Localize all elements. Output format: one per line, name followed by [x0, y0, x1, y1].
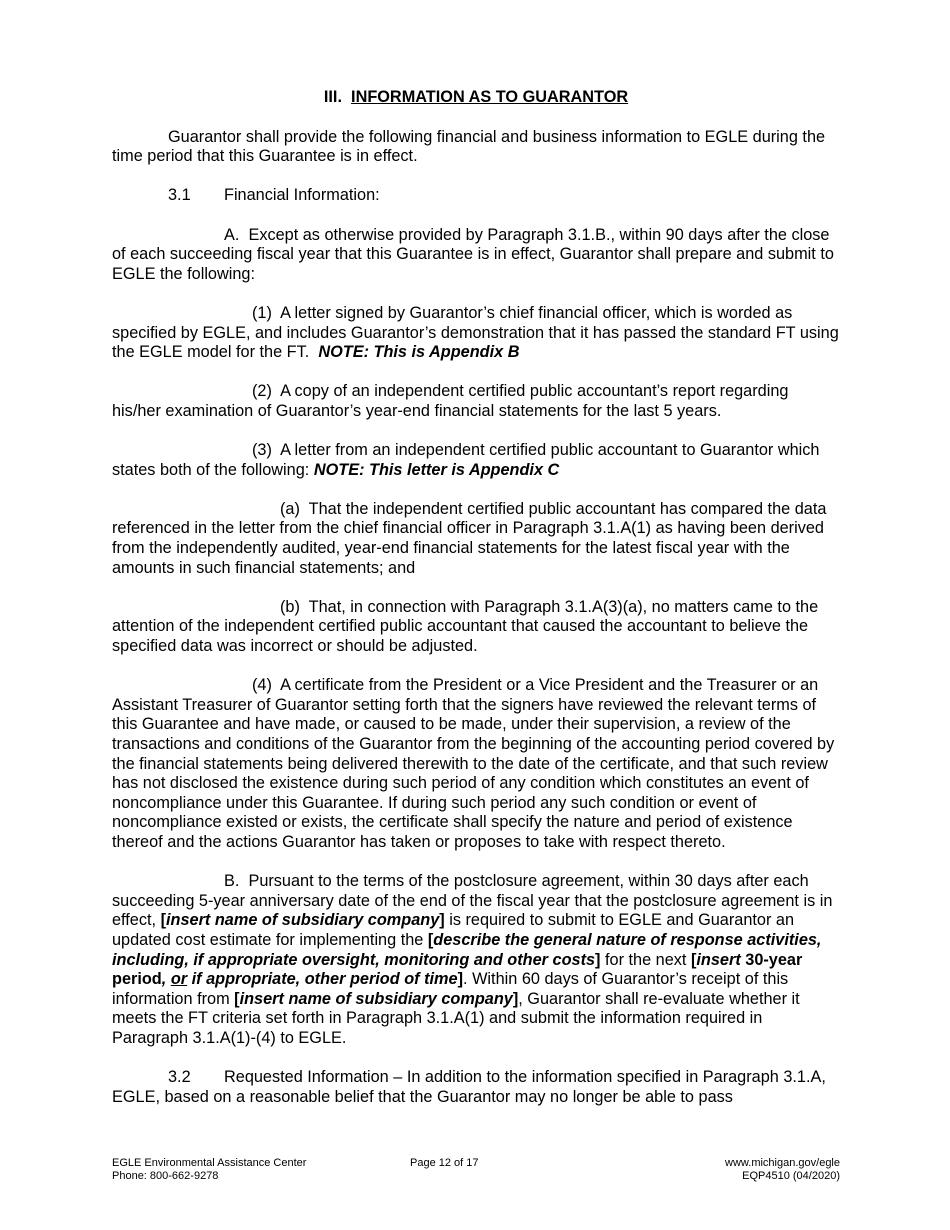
footer-left [112, 1157, 306, 1183]
item-a3b [112, 598, 840, 657]
item-a3a-text: That the independent certified public accountant has compared the data referenced in the letter from the chief financial officer in Paragraph 3.1.A(1) as having been derived from the independently audited, year-end financial statements for the latest fiscal year with the amounts in such financial statements; and [112, 499, 827, 577]
item-a2-label: (2) [252, 382, 272, 401]
item-a3-label: (3) [252, 441, 272, 460]
item-a4 [112, 676, 840, 852]
section-3-1-number: 3.1 [168, 186, 191, 205]
paragraph-a-label: A. [224, 225, 240, 244]
insert-subsidiary-1: insert name of subsidiary company [166, 911, 440, 930]
footer-phone: Phone: 800-662-9278 [112, 1170, 219, 1182]
section-3-1 [112, 186, 840, 206]
item-a3a [112, 500, 840, 578]
footer-url[interactable]: www.michigan.gov/egle [725, 1157, 840, 1169]
item-a1-text: A letter signed by Guarantor’s chief financial officer, which is worded as specified by EGLE, and includes Guarantor’s demonstration that it has passed the standard FT using the EGLE model for the FT. [112, 303, 839, 362]
item-a3-text: A letter from an independent certified public accountant to Guarantor which states both of the following: [112, 441, 820, 479]
item-a1-note: NOTE: This is Appendix B [318, 343, 520, 362]
item-a2-text: A copy of an independent certified public accountant’s report regarding his/her examination of Guarantor’s year-end financial statements for the last 5 years. [112, 382, 789, 420]
section-3-2-text: Requested Information – In addition to the information specified in Paragraph 3.1.A, EGLE, based on a reasonable belief that the Guarantor may no longer be able to pass [112, 1068, 826, 1106]
heading-title: INFORMATION AS TO GUARANTOR [351, 88, 629, 106]
footer-page-number: Page 12 of 17 [410, 1157, 479, 1169]
item-a3b-label: (b) [280, 597, 300, 616]
footer-right [725, 1157, 840, 1183]
item-a1-label: (1) [252, 303, 272, 322]
paragraph-a-text: Except as otherwise provided by Paragraph 3.1.B., within 90 days after the close of each succeeding fiscal year that this Guarantee is in effect, Guarantor shall prepare and submit to EGLE the following: [112, 225, 834, 283]
item-a4-label: (4) [252, 676, 272, 695]
intro-paragraph: Guarantor shall provide the following financial and business information to EGLE during the time period that this Guarantee is in effect. [112, 127, 826, 166]
heading-number: III. [323, 88, 342, 106]
paragraph-b-label: B. [224, 872, 240, 891]
section-3-2 [112, 1068, 840, 1107]
item-a4-text: A certificate from the President or a Vice President and the Treasurer or an Assistant Treasurer of Guarantor setting forth that the signers have reviewed the relevant terms of this Guarantee and have made, or caused to be made, under their supervision, a review of the transactions and conditions of the Guarantor from the beginning of the accounting period covered by the financial statements being delivered therewith to the date of the certificate, and that such review has not disclosed the existence during such period of any condition which constitutes an event of noncompliance under this Guarantee. If during such period any such condition or event of noncompliance existed or exists, the certificate shall specify the nature and period of existence thereof and the actions Guarantor has taken or proposes to take with respect thereto. [112, 676, 835, 851]
footer-form-number: EQP4510 (04/2020) [742, 1170, 840, 1182]
section-3-1-title: Financial Information: [224, 186, 380, 205]
item-a1 [112, 304, 840, 363]
item-a3 [112, 441, 840, 480]
document-body [112, 88, 840, 1127]
item-a3b-text: That, in connection with Paragraph 3.1.A(3)(a), no matters came to the attention of the independent certified public accountant that caused the accountant to believe the specified data was incorrect or should be adjusted. [112, 597, 819, 656]
insert-subsidiary-2: insert name of subsidiary company [239, 989, 513, 1008]
section-3-2-number: 3.2 [168, 1068, 191, 1087]
paragraph-b: B. Pursuant to the terms of the postclosure agreement, within 30 days after each succeeding 5-year anniversary date of the end of the fiscal year that the postclosure agreement is in effect, [insert name of subsidiary company] is required to submit to EGLE and Guarantor an updated cost estimate for implementing the [describe the general nature of response activities, including, if appropriate oversight, monitoring and other costs] for the next [insert 30-year period, or if appropriate, other period of time]. Within 60 days of Guarantor’s receipt of this information from [insert name of subsidiary company], Guarantor shall re-evaluate whether it meets the FT criteria set forth in Paragraph 3.1.A(1) and submit the information required in Paragraph 3.1.A(1)-(4) to EGLE. [112, 872, 833, 1047]
item-a3-note: NOTE: This letter is Appendix C [313, 460, 560, 479]
insert-activities: describe the general nature of response activities, including, if appropriate oversight, monitoring and other costs [112, 930, 822, 969]
paragraph-a [112, 226, 840, 285]
item-a3a-label: (a) [280, 499, 300, 518]
section-heading [112, 88, 840, 108]
footer-org: EGLE Environmental Assistance Center [112, 1157, 307, 1169]
item-a2 [112, 382, 840, 421]
